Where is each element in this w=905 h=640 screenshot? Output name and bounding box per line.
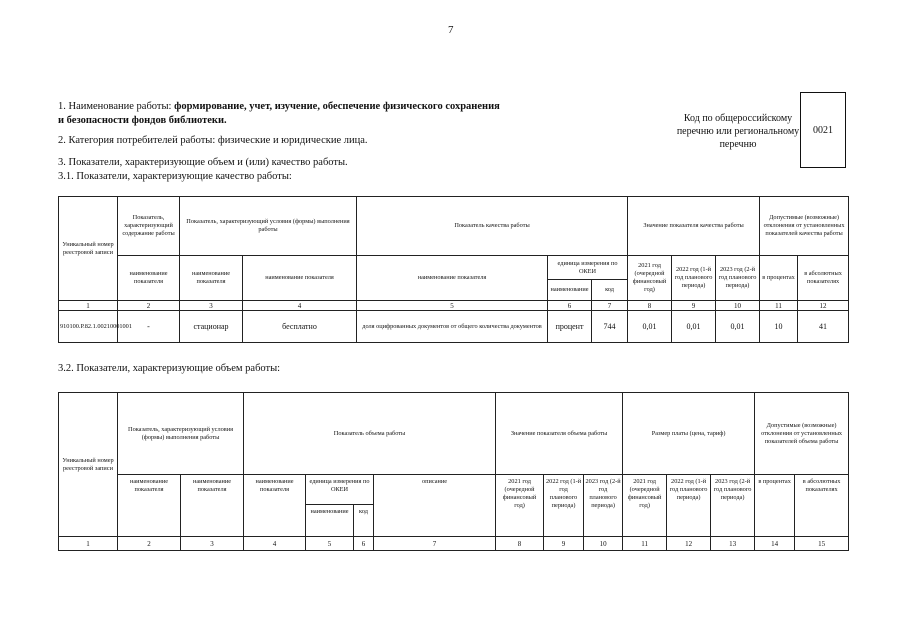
column-number: 1 bbox=[59, 537, 118, 551]
header-unit-code: код bbox=[592, 280, 628, 301]
header-deviation: Допустимые (возможные) отклонения от установленных показателей объема работы bbox=[755, 393, 849, 475]
header-unit-name: наименование bbox=[306, 505, 354, 537]
column-number: 1 bbox=[59, 301, 118, 311]
deviation-percent: 10 bbox=[760, 311, 798, 343]
column-number: 8 bbox=[496, 537, 544, 551]
column-number: 6 bbox=[354, 537, 374, 551]
header-content: Показатель, характеризующий содержание работы bbox=[118, 197, 180, 256]
page-number: 7 bbox=[448, 24, 454, 36]
quality-table bbox=[58, 196, 849, 343]
header-indicator-name: наименование показателя bbox=[243, 256, 357, 301]
header-conditions: Показатель, характеризующий условия (формы) выполнения работы bbox=[118, 393, 244, 475]
quality-indicator-value: доля оцифрованных документов от общего количества документов bbox=[357, 311, 548, 343]
header-indicator-name: наименование показателя bbox=[244, 475, 306, 537]
header-unit-code: код bbox=[354, 505, 374, 537]
header-year-2022: 2022 год (1-й год планового периода) bbox=[544, 475, 584, 537]
code-label: Код по общероссийскому перечню или региональному перечню bbox=[676, 113, 800, 150]
column-number: 9 bbox=[672, 301, 716, 311]
header-year-2023: 2023 год (2-й год планового периода) bbox=[716, 256, 760, 301]
section-1-line2 bbox=[58, 114, 227, 127]
condition-value: стационар bbox=[180, 311, 243, 343]
column-number: 13 bbox=[711, 537, 755, 551]
column-number: 5 bbox=[357, 301, 548, 311]
unit-value: процент bbox=[548, 311, 592, 343]
table-row bbox=[59, 311, 849, 343]
header-indicator-name: наименование показателя bbox=[180, 256, 243, 301]
content-value: - bbox=[118, 311, 180, 343]
column-number: 4 bbox=[244, 537, 306, 551]
header-absolute: в абсолютных показателях bbox=[795, 475, 849, 537]
header-percent: в процентах bbox=[760, 256, 798, 301]
value-2021: 0,01 bbox=[628, 311, 672, 343]
header-indicator-name: наименование показателя bbox=[118, 256, 180, 301]
section-3-1: 3.1. Показатели, характеризующие качество работы: bbox=[58, 171, 292, 182]
column-number: 12 bbox=[798, 301, 849, 311]
header-year-2023: 2023 год (2-й год планового периода) bbox=[584, 475, 623, 537]
column-number: 3 bbox=[181, 537, 244, 551]
header-quality: Показатель качества работы bbox=[357, 197, 628, 256]
header-deviation: Допустимые (возможные) отклонения от установленных показателей качества работы bbox=[760, 197, 849, 256]
column-number: 7 bbox=[374, 537, 496, 551]
header-year-2021: 2021 год (очередной финансовый год) bbox=[628, 256, 672, 301]
work-name-line1: формирование, учет, изучение, обеспечение физического сохранения bbox=[174, 101, 500, 112]
column-number: 5 bbox=[306, 537, 354, 551]
section-1-line1 bbox=[58, 100, 500, 113]
registry-id: 910100.Р.82.1.00210001001 bbox=[59, 311, 118, 343]
header-unique-number: Уникальный номер реестровой записи bbox=[59, 393, 118, 537]
header-conditions: Показатель, характеризующий условия (формы) выполнения работы bbox=[180, 197, 357, 256]
code-value: 0021 bbox=[813, 124, 833, 136]
header-value: Значение показателя объема работы bbox=[496, 393, 623, 475]
condition-name-value: бесплатно bbox=[243, 311, 357, 343]
header-fee-2023: 2023 год (2-й год планового периода) bbox=[711, 475, 755, 537]
column-number: 11 bbox=[623, 537, 667, 551]
unit-code-value: 744 bbox=[592, 311, 628, 343]
header-fee-2022: 2022 год (1-й год планового периода) bbox=[667, 475, 711, 537]
column-number: 10 bbox=[716, 301, 760, 311]
deviation-absolute: 41 bbox=[798, 311, 849, 343]
section-1-prefix: 1. Наименование работы: bbox=[58, 101, 175, 112]
column-number: 9 bbox=[544, 537, 584, 551]
value-2023: 0,01 bbox=[716, 311, 760, 343]
column-number: 2 bbox=[118, 301, 180, 311]
column-number: 3 bbox=[180, 301, 243, 311]
header-indicator-name: наименование показателя bbox=[181, 475, 244, 537]
header-fee: Размер платы (цена, тариф) bbox=[623, 393, 755, 475]
volume-table bbox=[58, 392, 849, 551]
column-number: 6 bbox=[548, 301, 592, 311]
column-number: 2 bbox=[118, 537, 181, 551]
column-number: 12 bbox=[667, 537, 711, 551]
column-number: 4 bbox=[243, 301, 357, 311]
column-number: 14 bbox=[755, 537, 795, 551]
column-number: 15 bbox=[795, 537, 849, 551]
work-name-line2: и безопасности фондов библиотеки. bbox=[58, 115, 227, 126]
section-3-2: 3.2. Показатели, характеризующие объем работы: bbox=[58, 363, 281, 374]
header-fee-2021: 2021 год (очередной финансовый год) bbox=[623, 475, 667, 537]
section-2: 2. Категория потребителей работы: физические и юридические лица. bbox=[58, 135, 368, 146]
section-3: 3. Показатели, характеризующие объем и (или) качество работы. bbox=[58, 157, 348, 168]
header-unit: единица измерения по ОКЕИ bbox=[548, 256, 628, 280]
header-percent: в процентах bbox=[755, 475, 795, 537]
header-unit-name: наименование bbox=[548, 280, 592, 301]
header-unit: единица измерения по ОКЕИ bbox=[306, 475, 374, 505]
header-indicator-name: наименование показателя bbox=[357, 256, 548, 301]
code-box bbox=[800, 92, 846, 168]
header-unique-number: Уникальный номер реестровой записи bbox=[59, 197, 118, 301]
column-number: 7 bbox=[592, 301, 628, 311]
column-number: 10 bbox=[584, 537, 623, 551]
header-description: описание bbox=[374, 475, 496, 537]
column-number: 11 bbox=[760, 301, 798, 311]
header-volume: Показатель объема работы bbox=[244, 393, 496, 475]
header-indicator-name: наименование показателя bbox=[118, 475, 181, 537]
value-2022: 0,01 bbox=[672, 311, 716, 343]
header-absolute: в абсолютных показателях bbox=[798, 256, 849, 301]
column-number: 8 bbox=[628, 301, 672, 311]
header-year-2021: 2021 год (очередной финансовый год) bbox=[496, 475, 544, 537]
header-year-2022: 2022 год (1-й год планового периода) bbox=[672, 256, 716, 301]
header-value: Значение показателя качества работы bbox=[628, 197, 760, 256]
